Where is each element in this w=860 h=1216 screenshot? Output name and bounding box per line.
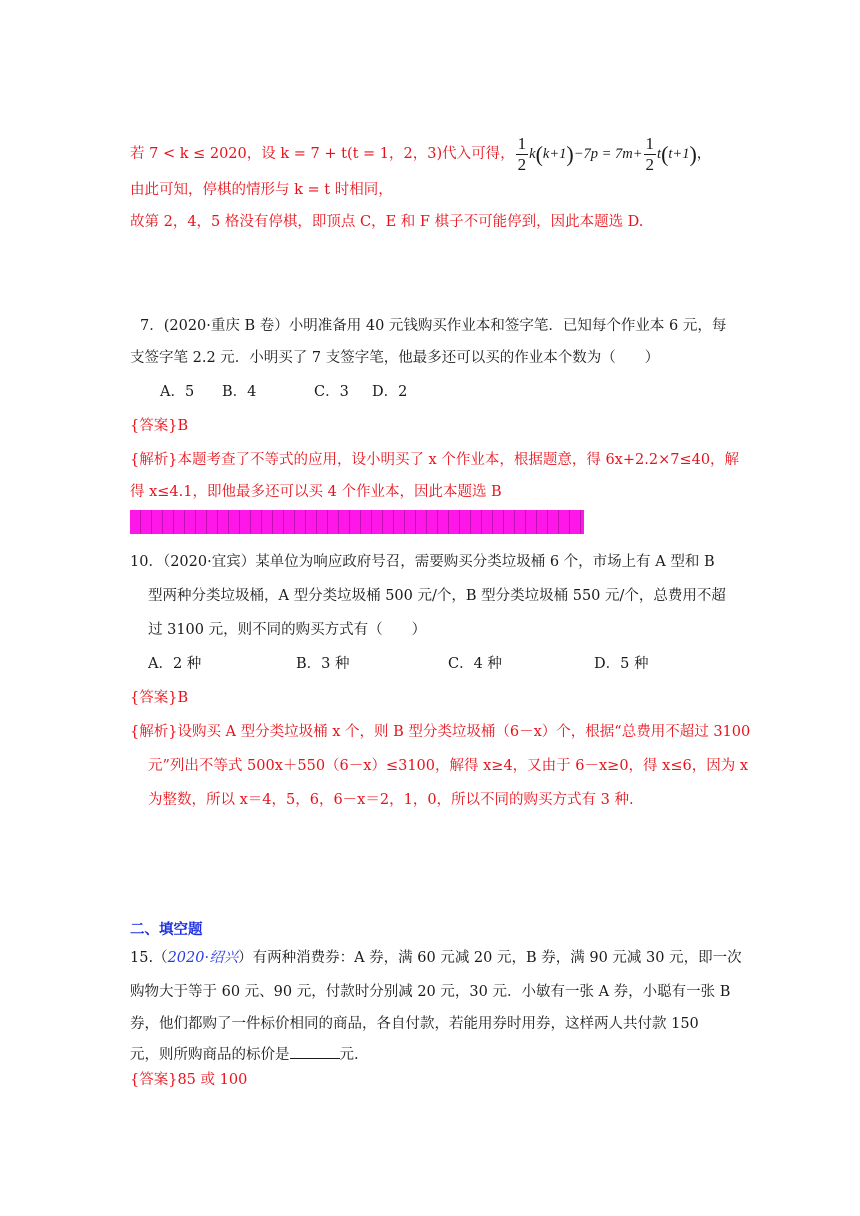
- q7-analysis-line-2: 得 x≤4.1，即他最多还可以买 4 个作业本，因此本题选 B: [130, 484, 502, 500]
- fraction-half-1: $\frac{1}{2}$: [517, 134, 527, 174]
- q7-stem-line-2: 支签字笔 2.2 元．小明买了 7 支签字笔，他最多还可以买的作业本个数为（ ）: [130, 350, 660, 366]
- q10-analysis-line-1: {解析}设购买 A 型分类垃圾桶 x 个，则 B 型分类垃圾桶（6－x）个，根据“总费用不超过 3100: [130, 724, 751, 740]
- q15-answer: {答案}85 或 100: [130, 1072, 248, 1088]
- q10-option-b: B．3 种: [296, 656, 350, 672]
- prev-line-1-text: 若 7 < k ≤ 2020，设 k = 7 + t(t = 1，2，3)代入可得，: [130, 145, 515, 162]
- q7-analysis-line-1: {解析}本题考查了不等式的应用，设小明买了 x 个作业本，根据题意，得 6x+2.2×7≤40，解: [130, 452, 740, 468]
- q10-stem-line-1: 10．（2020·宜宾）某单位为响应政府号召，需要购买分类垃圾桶 6 个，市场上有 A 型和 B: [130, 554, 715, 570]
- magenta-separator-bar: [130, 510, 584, 534]
- prev-line-1: 若 7 < k ≤ 2020，设 k = 7 + t(t = 1，2，3)代入可得， $\frac{1}{2}$ k(k+1)−7p = 7m+ $\frac{1}{2}$ t(t+1)，: [130, 134, 712, 174]
- q15-stem-line-4: 元，则所购商品的标价是 元.: [130, 1044, 359, 1065]
- q10-analysis-line-3: 为整数，所以 x＝4，5，6，6－x＝2，1，0，所以不同的购买方式有 3 种.: [148, 792, 634, 808]
- q7-option-b: B．4: [222, 384, 257, 400]
- q15-stem-line-1: 15.（2020·绍兴）有两种消费券：A 券，满 60 元减 20 元，B 券，满 90 元减 30 元，即一次: [130, 950, 742, 966]
- q15-source: 2020·绍兴: [167, 950, 239, 966]
- fraction-half-2: $\frac{1}{2}$: [645, 134, 655, 174]
- q15-stem-line-3: 券，他们都购了一件标价相同的商品，各自付款，若能用券时用券，这样两人共付款 150: [130, 1016, 699, 1032]
- section-heading-fill-in: 二、填空题: [130, 921, 203, 938]
- q10-option-a: A．2 种: [148, 656, 202, 672]
- q10-option-c: C．4 种: [448, 656, 502, 672]
- q7-option-d: D．2: [372, 384, 408, 400]
- q7-stem-line-1: 7．(2020·重庆 B 卷）小明准备用 40 元钱购买作业本和签字笔．已知每个作业本 6 元，每: [140, 318, 727, 334]
- answer-blank: [290, 1044, 340, 1059]
- prev-line-2: 由此可知，停棋的情形与 k = t 时相同，: [130, 182, 393, 198]
- q7-option-c: C．3: [314, 384, 349, 400]
- q10-option-d: D．5 种: [594, 656, 649, 672]
- q7-answer: {答案}B: [130, 418, 189, 434]
- q10-answer: {答案}B: [130, 690, 189, 706]
- q10-stem-line-3: 过 3100 元，则不同的购买方式有（ ）: [148, 622, 427, 638]
- q7-option-a: A．5: [160, 384, 195, 400]
- prev-line-3: 故第 2，4，5 格没有停棋，即顶点 C，E 和 F 棋子不可能停到，因此本题选 D.: [130, 214, 644, 230]
- q15-stem-line-2: 购物大于等于 60 元、90 元，付款时分别减 20 元，30 元．小敏有一张 A 券，小聪有一张 B: [130, 984, 731, 1000]
- q10-analysis-line-2: 元”列出不等式 500x＋550（6－x）≤3100，解得 x≥4，又由于 6－x≥0，得 x≤6，因为 x: [148, 758, 748, 774]
- q10-stem-line-2: 型两种分类垃圾桶，A 型分类垃圾桶 500 元/个，B 型分类垃圾桶 550 元/个，总费用不超: [148, 588, 726, 604]
- prev-formula: $\frac{1}{2}$ k(k+1)−7p = 7m+ $\frac{1}{2}$ t(t+1): [517, 134, 697, 174]
